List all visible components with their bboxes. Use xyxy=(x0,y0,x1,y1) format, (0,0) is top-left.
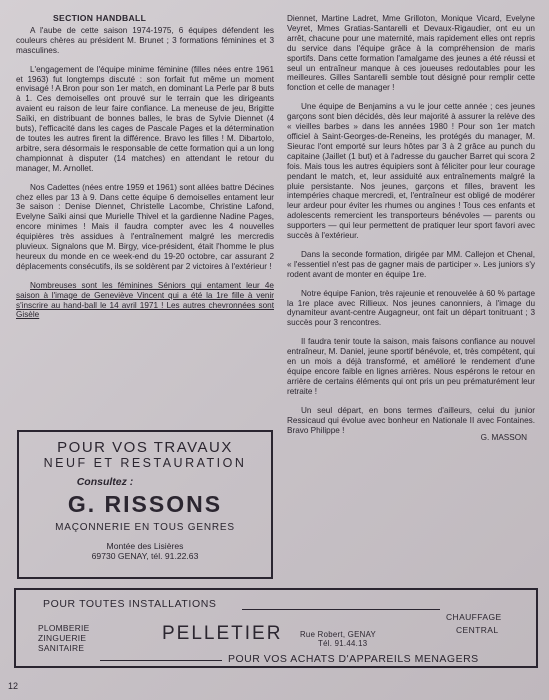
ad-consultez: Consultez : xyxy=(76,476,134,488)
article-paragraph: Notre équipe Fanion, très rajeunie et renouvelée à 60 % partage la 1re place avec Rillieux. Nos jeunes canonniers, à l'image du dynamiteur avant-centre Augagneur, ont fait un départ tonitruant ; 3 succès pour 3 rencontres. xyxy=(287,288,535,328)
article-paragraph-underlined xyxy=(16,281,274,321)
article-paragraph: L'engagement de l'équipe minime féminine (filles nées entre 1961 et 1963) fut longtemps discuté : son forfait fut même un moment envisagé ! A Bron pour son 1er match, en dominant La Perle par 8 buts à 1. Ces demoiselles ont prouvé sur le terrain que les dirigeants avaient eu raison de leur faire confiance. La meneuse de jeu, Brigitte Saïki, en distribuant de bonnes balles, le bras de Sylvie Diennet (4 buts), l'efficacité dans les cages de Pascale Pages et la détermination de toutes les autres firent la différence. Bravo les filles ! M. Dibartolo, arbitre, sera désormais le responsable de cette formation qui a un long championnat à disputer (14 matches) en attendant le retour du manager, M. Arnollet. xyxy=(16,64,274,173)
ad-chauffage: CHAUFFAGE xyxy=(446,612,502,622)
ad-address xyxy=(19,541,271,561)
advertisement-rissons xyxy=(17,430,273,579)
ad-company-name: G. RISSONS xyxy=(67,491,223,517)
ad-trade-item: ZINGUERIE xyxy=(38,633,87,644)
ad-central: CENTRAL xyxy=(456,625,499,635)
section-title: SECTION HANDBALL xyxy=(53,13,147,23)
article-signature: G. MASSON xyxy=(480,433,527,443)
advertisement-pelletier xyxy=(14,588,538,668)
article-paragraph: Une équipe de Benjamins a vu le jour cette année ; ces jeunes garçons sont bien décidés, dès leur majorité à assurer la relève des « vieilles barbes » dans les années 1980 ! Pour son 1er match officiel à Saint-Georges-de-Reneins, les protégés du manager, M. Sieurac l'ont emporté sur leurs hôtes par 3 à 2 grâce au punch du capitaine (Jaillet (1 but) et à l'adresse du gaucher Barret qui scora 2 fois. Mais tous les autres équipiers sont à féliciter pour leur courage pendant le match, et, leur assiduité aux entraînements malgré la pluie persistante. Nos jeunes, garçons et filles, bravent les intempéries chaque mercredi, et, l'entraîneur est obligé de modérer leur ardeur pour éviter les rhumes ou angines ! Tous ces enfants et adolescents remercient les transporteurs bénévoles — parents ou supporters — qui leur permettent de pratiquer leur sport favori avec succès à l'extérieur. xyxy=(287,102,535,241)
ad-rule xyxy=(100,660,222,661)
page-number: 12 xyxy=(8,681,19,691)
article-paragraph: Il faudra tenir toute la saison, mais faisons confiance au nouvel entraîneur, M. Daniel, jeune sportif bénévole, et, très compétent, qui en un mois a déjà transformé, et amélioré le rendement d'une équipe encore faible en lignes arrières. Nous espérons le retour en arrière de certains éléments qui ont pris un peu prématurément leur retraite ! xyxy=(287,337,535,396)
ad-trade: MAÇONNERIE EN TOUS GENRES xyxy=(55,522,235,533)
ad-trade-item: PLOMBERIE xyxy=(38,623,90,633)
article-right-column xyxy=(287,14,535,443)
ad-headline: POUR VOS TRAVAUX xyxy=(57,439,233,456)
ad-phone: Tél. 91.44.13 xyxy=(318,639,368,648)
ad-rule xyxy=(242,609,440,610)
ad-subheadline: NEUF ET RESTAURATION xyxy=(43,456,247,470)
ad-top-line: POUR TOUTES INSTALLATIONS xyxy=(43,598,217,610)
ad-trade-item: SANITAIRE xyxy=(38,643,85,654)
ad-address-line: 69730 GENAY, tél. 91.22.63 xyxy=(91,551,199,561)
ad-bottom-line: POUR VOS ACHATS D'APPAREILS MENAGERS xyxy=(228,653,479,665)
article-paragraph: Dans la seconde formation, dirigée par MM. Callejon et Chenal, « l'essentiel n'est pas de gagner mais de participer ». Les juniors s'y rodent avant de monter en équipe 1re. xyxy=(287,249,535,279)
seniors-text: Nombreuses sont les féminines Séniors qui entament leur 4e saison à l'image de Geneviève Vincent qui a été la 1re fille à venir s'inscrire au hand-ball le 14 avril 1971 ! Les autres chevronnées sont Gisèle xyxy=(16,280,274,320)
ad-trades-list xyxy=(38,623,90,654)
ad-company-name: PELLETIER xyxy=(162,623,283,644)
article-paragraph: Nos Cadettes (nées entre 1959 et 1961) sont allées battre Décines chez elles par 13 à 9. Dans cette équipe 6 demoiselles entament leur 3e saison : Denise Diennet, Christelle Lacombe, Christine Lafond, Evelyne Saïki ainsi que Murielle Thivel et la gardienne Nadine Pages, encore minimes ! Mais il faudra compter avec les 4 nouvelles équipières très assidues à l'entraînement malgré les mercredis pluvieux. Signalons que M. Birgy, vice-président, était l'homme le plus heureux du monde en ce week-end du 19-20 octobre, car assurant 2 déplacements consécutifs, ils se soldèrent par 2 victoires à l'extérieur ! xyxy=(16,182,274,271)
article-paragraph: Diennet, Martine Ladret, Mme Grilloton, Monique Vicard, Evelyne Veyret, Mmes Gratias-Santarelli et Devaux-Rigaudier, ont eu un arrêt, chacune pour une maternité, mais rapidement elles ont repris du service dans l'équipe grâce à la compréhension de maris sportifs. Dans cette formation l'amalgame des jeunes a été réussi et seul un entraîneur manque à ces joueuses redoutables pour les meilleures. Gilles Santarelli semble tout désigné pour remplir cette fonction et celle de manager ! xyxy=(287,14,535,93)
ad-address-line: Montée des Lisières xyxy=(106,541,184,551)
article-paragraph: A l'aube de cette saison 1974-1975, 6 équipes défendent les couleurs chères au président M. Brunet ; 3 formations féminines et 3 masculines. xyxy=(16,25,274,55)
ad-street: Rue Robert, GENAY xyxy=(300,630,377,639)
article-left-column xyxy=(16,14,274,320)
article-paragraph: Un seul départ, en bons termes d'ailleurs, celui du junior Ressicaud qui évolue avec bonheur en Nationale II avec Fontaines. Bravo Philippe ! xyxy=(287,405,535,435)
